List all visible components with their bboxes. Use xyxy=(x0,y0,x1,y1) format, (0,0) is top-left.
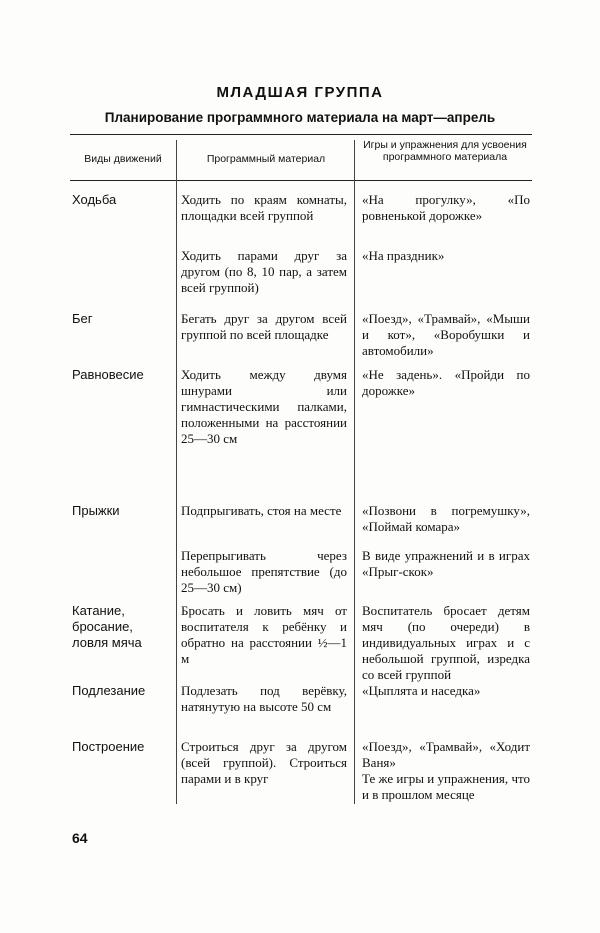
row-10-games: Те же игры и упражнения, что и в прошлом месяце xyxy=(362,771,530,802)
header-bottom-rule xyxy=(70,180,532,181)
row-2-material: Ходить парами друг за другом (по 8, 10 пар, а затем всей группой) xyxy=(181,248,347,295)
row-1-type: Ходьба xyxy=(72,192,117,207)
table-top-rule xyxy=(70,134,532,135)
row-3-games: «Поезд», «Трамвай», «Мыши и кот», «Воробушки и автомобили» xyxy=(362,311,530,358)
page-title: МЛАДШАЯ ГРУППА xyxy=(216,84,384,101)
row-1-material: Ходить по краям комнаты, площадки всей группой xyxy=(181,192,347,223)
row-8-type: Подлезание xyxy=(72,683,146,698)
row-4-type: Равновесие xyxy=(72,367,144,382)
row-2-games: «На праздник» xyxy=(362,248,445,263)
header-col-type: Виды движений xyxy=(84,153,162,165)
row-7-type: Катание, бросание, ловля мяча xyxy=(72,603,142,650)
row-1-games: «На прогулку», «По ровненькой дорожке» xyxy=(362,192,530,223)
column-divider-1 xyxy=(176,140,177,804)
row-3-material: Бегать друг за другом всей группой по всей площадке xyxy=(181,311,347,342)
row-6-games: В виде упражнений и в играх «Прыг-скок» xyxy=(362,548,530,579)
row-7-games: Воспитатель бросает детям мяч (по очереди) в индивидуальных играх и с небольшой группой, изредка со всей группой xyxy=(362,603,530,682)
column-divider-2 xyxy=(354,140,355,804)
row-7-material: Бросать и ловить мяч от воспитателя к ребёнку и обратно на расстоянии ½—1 м xyxy=(181,603,347,666)
header-col-material: Программный материал xyxy=(206,153,326,165)
row-3-type: Бег xyxy=(72,311,93,326)
row-5-games: «Позвони в погремушку», «Поймай комара» xyxy=(362,503,530,534)
page-number: 64 xyxy=(72,830,88,846)
page-subtitle: Планирование программного материала на март—апрель xyxy=(104,110,496,125)
row-8-material: Подлезать под верёвку, натянутую на высоте 50 см xyxy=(181,683,347,714)
row-9-material: Строиться друг за другом (всей группой). Строиться парами и в круг xyxy=(181,739,347,786)
row-6-material: Перепрыгивать через небольшое препятствие (до 25—30 см) xyxy=(181,548,347,595)
row-9-games: «Поезд», «Трамвай», «Ходит Ваня» xyxy=(362,739,530,770)
row-4-material: Ходить между двумя шнурами или гимнастическими палками, положенными на расстоянии 25—30 см xyxy=(181,367,347,446)
row-5-type: Прыжки xyxy=(72,503,120,518)
row-8-games: «Цыплята и наседка» xyxy=(362,683,481,698)
row-9-type: Построение xyxy=(72,739,145,754)
header-col-games: Игры и упражнения для усвоения программного материала xyxy=(363,139,527,163)
row-4-games: «Не задень». «Пройди по дорожке» xyxy=(362,367,530,398)
row-5-material: Подпрыгивать, стоя на месте xyxy=(181,503,342,518)
